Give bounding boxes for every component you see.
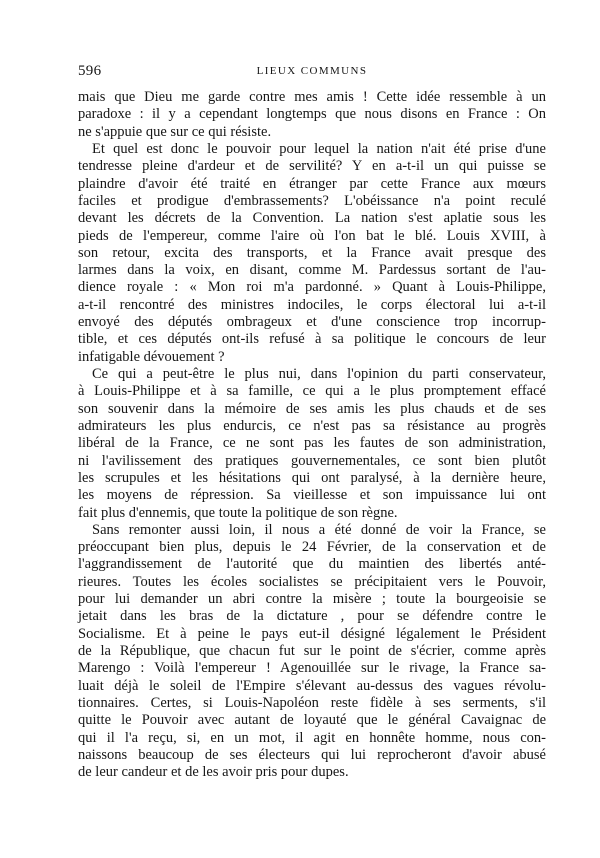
text-line: mais que Dieu me garde contre mes amis ! Cette idée ressemble à un	[78, 89, 546, 105]
text-line: fait plus d'ennemis, que toute la politique de son règne.	[78, 504, 398, 521]
text-line: ni l'avilissement des pratiques gouvernementales, ce sont bien plutôt	[78, 452, 546, 469]
text-line: ne s'appuie que sur ce qui résiste.	[78, 123, 272, 140]
text-line: naissons beaucoup de ses électeurs qui lui reprocheront d'avoir abusé	[78, 746, 546, 763]
text-line: qui il l'a reçu, si, en un mot, il agit en honnête homme, nous con-	[78, 729, 546, 746]
text-line: libéral de la France, ce ne sont pas les fautes de son administration,	[78, 435, 546, 452]
text-line: Et quel est donc le pouvoir pour lequel la nation n'ait été prise d'une	[92, 140, 546, 157]
text-line: jetait dans les bras de la dictature , pour se défendre contre le	[78, 608, 546, 625]
text-line: faciles et prodigue d'embrassements? L'obéissance n'a point reculé	[78, 192, 546, 209]
text-line: Socialisme. Et à peine le pays eut-il désigné légalement le Président	[78, 625, 546, 642]
text-line: larmes dans la voix, en disant, comme M. Pardessus sortant de l'au-	[78, 262, 546, 279]
page-number: 596	[78, 63, 102, 79]
text-line: admirateurs les plus endurcis, ce n'est pas sa résistance au progrès	[78, 417, 546, 434]
text-line: plaindre d'avoir été traité en étranger par cette France aux mœurs	[78, 175, 546, 192]
text-line: Sans remonter aussi loin, il nous a été donné de voir la France, se	[92, 521, 546, 538]
text-line: de la République, que chacun fut sur le point de s'écrier, comme après	[78, 643, 546, 659]
text-line: de leur candeur et de les avoir pris pour dupes.	[78, 764, 349, 781]
body-text	[78, 89, 546, 782]
text-line: dience royale : « Mon roi m'a pardonné. » Quant à Louis-Philippe,	[78, 279, 546, 296]
running-title: LIEUX COMMUNS	[256, 65, 368, 77]
text-line: quitte le Pouvoir avec autant de loyauté que le général Cavaignac de	[78, 712, 546, 729]
text-line: luait déjà le soleil de l'Empire s'élevant au-dessus des vagues révolu-	[78, 677, 546, 694]
text-line: tible, et ces députés ont-ils refusé à sa politique le concours de leur	[78, 331, 546, 348]
text-line: Marengo : Voilà l'empereur ! Agenouillée sur le rivage, la France sa-	[78, 660, 546, 677]
text-line: devant les décrets de la Convention. La nation s'est aplatie sous les	[78, 210, 546, 227]
text-line: son retour, excita des transports, et la France avait presque des	[78, 244, 546, 261]
text-line: tendresse pleine d'ardeur et de servilité? Y en a-t-il un qui puisse se	[78, 158, 546, 175]
text-line: paradoxe : il y a cependant longtemps que nous disons en France : On	[78, 106, 546, 123]
text-line: les moyens de répression. Sa vieillesse et son impuissance lui ont	[78, 487, 546, 504]
text-line: pour lui demander un abri contre la misère ; toute la bourgeoisie se	[78, 591, 546, 608]
running-head	[78, 63, 546, 79]
text-line: a-t-il rencontré des ministres indociles, le corps électoral lui a-t-il	[78, 296, 546, 313]
text-line: l'aggrandissement de l'autorité que du maintien des libertés anté-	[78, 556, 546, 573]
text-line: les scrupules et les hésitations qui ont paralysé, à la dernière heure,	[78, 469, 546, 486]
text-line: tionnaires. Certes, si Louis-Napoléon reste fidèle à ses serments, s'il	[78, 694, 546, 711]
text-line: pieds de l'empereur, comme l'aire où l'on bat le blé. Louis XVIII, à	[78, 227, 546, 244]
text-line: son souvenir dans la mémoire de ses amis les plus chauds et de ses	[78, 400, 546, 417]
text-line: préoccupant bien plus, depuis le 24 Février, de la conservation et de	[78, 539, 546, 556]
text-line: Ce qui a peut-être le plus nui, dans l'opinion du parti conservateur,	[92, 366, 546, 382]
text-line: infatigable dévouement ?	[78, 348, 225, 365]
text-line: rieures. Toutes les écoles socialistes se précipitaient vers le Pouvoir,	[78, 573, 546, 590]
text-line: envoyé des députés ombrageux et d'une conscience trop incorrup-	[78, 314, 546, 331]
text-line: à Louis-Philippe et à sa famille, ce qui a le plus promptement effacé	[78, 383, 546, 400]
